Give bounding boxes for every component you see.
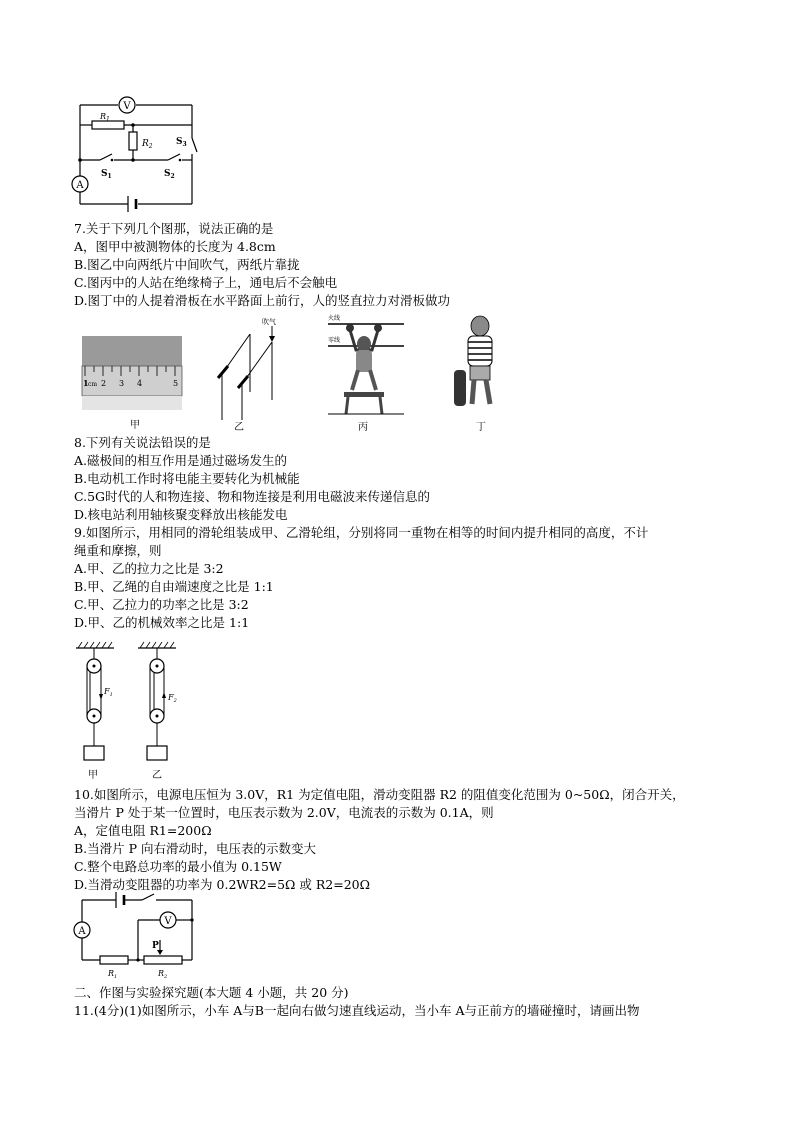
svg-text:P: P — [152, 941, 159, 951]
q8-option-a: A.磁极间的相互作用是通过磁场发生的 — [74, 453, 288, 468]
q7-option-c: C.图丙中的人站在绝缘椅子上，通电后不会触电 — [74, 275, 338, 290]
svg-text:S3: $S_3$ — [176, 137, 187, 148]
q9-option-c: C.甲、乙拉力的功率之比是 3:2 — [74, 597, 249, 612]
q10-stem-line1: 10.如图所示，电源电压恒为 3.0V，R1 为定值电阻，滑动变阻器 R2 的阻值变化范围为 0~50Ω，闭合开关， — [74, 787, 685, 802]
circuit-diagram-top — [70, 92, 210, 217]
svg-text:2: 2 — [101, 379, 107, 388]
q10-option-a: A，定值电阻 R1=200Ω — [74, 823, 212, 838]
svg-text:R1: $R_1$ — [108, 969, 118, 980]
svg-text:F1: $F_1$ — [104, 687, 113, 698]
svg-text:S2: $S_2$ — [164, 169, 175, 180]
section-heading: 二、作图与实验探究题(本大题 4 小题，共 20 分) — [74, 985, 349, 1000]
circuit-diagram-q10 — [72, 888, 202, 980]
svg-text:V: V — [164, 916, 172, 927]
svg-text:F2: $F_2$ — [168, 693, 177, 704]
q9-option-a: A.甲、乙的拉力之比是 3:2 — [74, 561, 224, 576]
q8-option-b: B.电动机工作时将电能主要转化为机械能 — [74, 471, 300, 486]
svg-text:R2: $R_2$ — [142, 139, 153, 150]
svg-text:A: A — [76, 180, 84, 191]
q7-option-d: D.图丁中的人提着滑板在水平路面上前行，人的竖直拉力对滑板做功 — [74, 293, 451, 308]
q10-option-c: C.整个电路总功率的最小值为 0.15W — [74, 859, 282, 874]
svg-text:火线: 火线 — [328, 315, 341, 322]
svg-text:甲: 甲 — [88, 770, 98, 780]
q8-option-d: D.核电站利用轴核聚变释放出核能发电 — [74, 507, 288, 522]
svg-text:S1: $S_1$ — [101, 169, 112, 180]
q8-stem: 8.下列有关说法铅误的是 — [74, 435, 211, 450]
svg-text:R2: $R_2$ — [158, 969, 168, 980]
skateboard-person-figure — [452, 312, 512, 432]
q10-stem-line2: 当滑片 P 处于某一位置时，电压表示数为 2.0V，电流表的示数为 0.1A，则 — [74, 805, 494, 820]
svg-text:V: V — [123, 101, 131, 112]
q9-stem-line2: 绳重和摩擦，则 — [74, 543, 162, 558]
svg-text:甲: 甲 — [130, 420, 140, 430]
q7-option-b: B.图乙中向两纸片中间吹气，两纸片靠拢 — [74, 257, 300, 272]
pulley-systems-figure — [70, 638, 200, 780]
svg-text:乙: 乙 — [234, 422, 244, 432]
q8-option-c: C.5G时代的人和物连接、物和物连接是利用电磁波来传递信息的 — [74, 489, 431, 504]
ruler-figure — [80, 330, 190, 430]
svg-text:丙: 丙 — [358, 422, 368, 432]
q7-option-a: A，图甲中被测物体的长度为 4.8cm — [74, 239, 276, 254]
q7-stem: 7.关于下列几个图那，说法正确的是 — [74, 221, 274, 236]
paper-sheets-figure — [210, 312, 300, 432]
q10-option-d: D.当滑动变阻器的功率为 0.2WR2=5Ω 或 R2=20Ω — [74, 877, 370, 892]
q10-option-b: B.当滑片 P 向右滑动时，电压表的示数变大 — [74, 841, 317, 856]
svg-text:1: 1 — [83, 378, 89, 388]
svg-text:cm: cm — [88, 381, 98, 388]
svg-text:零线: 零线 — [328, 337, 341, 344]
svg-text:乙: 乙 — [152, 770, 162, 780]
svg-text:A: A — [78, 926, 86, 937]
svg-text:R1: $R_1$ — [100, 112, 110, 123]
svg-text:3: 3 — [119, 379, 125, 388]
svg-text:4: 4 — [137, 379, 143, 388]
q9-option-d: D.甲、乙的机械效率之比是 1:1 — [74, 615, 250, 630]
svg-text:丁: 丁 — [476, 422, 486, 432]
svg-text:5: 5 — [173, 379, 179, 388]
q9-stem-line1: 9.如图所示，用相同的滑轮组装成甲、乙滑轮组，分别将同一重物在相等的时间内提升相同的高度，不计 — [74, 525, 649, 540]
q9-option-b: B.甲、乙绳的自由端速度之比是 1:1 — [74, 579, 274, 594]
q11-stem: 11.(4分)(1)如图所示，小车 A与B一起向右做匀速直线运动，当小车 A与正前方的墙碰撞时，请画出物 — [74, 1003, 640, 1018]
insulated-chair-figure — [326, 312, 406, 432]
svg-text:吹气: 吹气 — [262, 318, 276, 326]
